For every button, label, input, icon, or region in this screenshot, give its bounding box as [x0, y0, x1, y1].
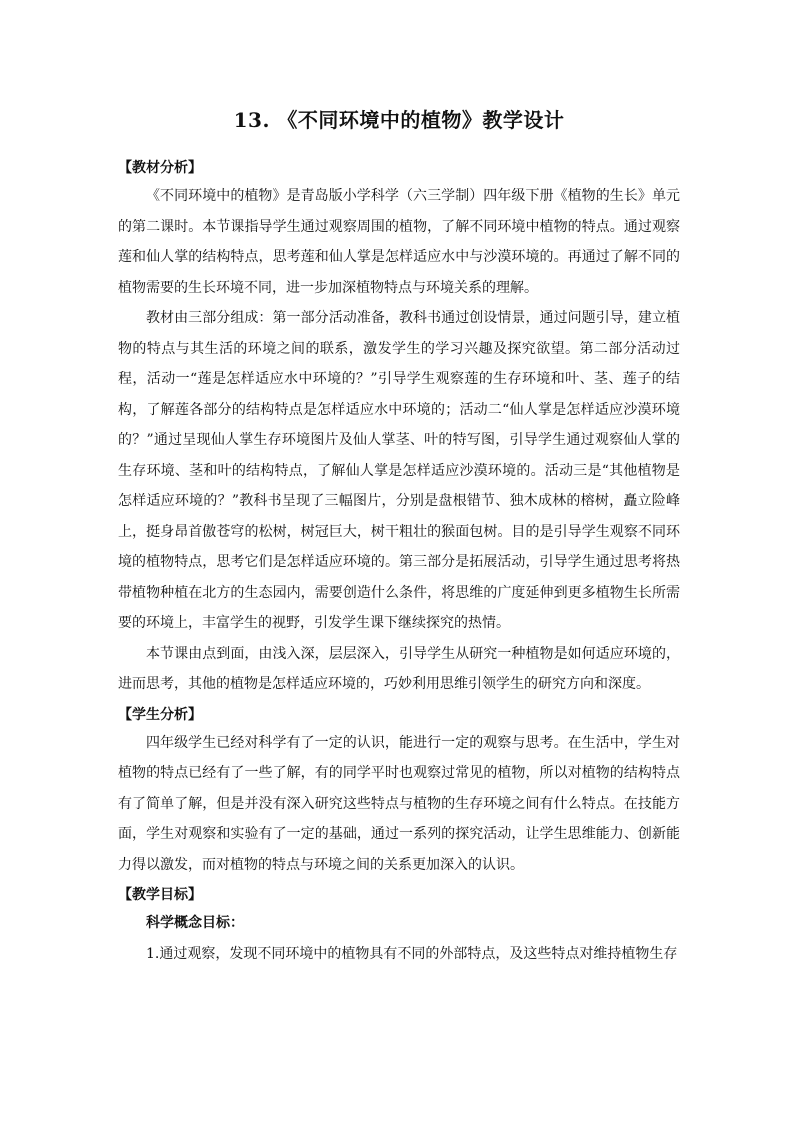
document-page — [118, 105, 680, 969]
section-student — [118, 702, 680, 881]
section-heading-student: 【学生分析】 — [118, 706, 202, 723]
section-heading-goals: 【教学目标】 — [118, 887, 202, 903]
paragraph: 本节课由点到面，由浅入深，层层深入，引导学生从研究一种植物是如何适应环境的，进而思考，其他的植物是怎样适应环境的，巧妙利用思维引领学生的研究方向和深度。 — [118, 645, 680, 692]
paragraph: 四年级学生已经对科学有了一定的认识，能进行一定的观察与思考。在生活中，学生对植物的特点已经有了一些了解，有的同学平时也观察过常见的植物，所以对植物的结构特点有了简单了解，但是并没有深入研究这些特点与植物的生存环境之间有什么特点。在技能方面，学生对观察和实验有了一定的基础，通过一系列的探究活动，让学生思维能力、创新能力得以激发，而对植物的特点与环境之间的关系更加深入的认识。 — [118, 734, 680, 873]
section-material — [118, 155, 680, 700]
section-heading-material: 【教材分析】 — [118, 160, 202, 176]
document-title: 13. 《不同环境中的植物》教学设计 — [233, 108, 565, 132]
section-goals — [118, 882, 680, 969]
paragraph: 教材由三部分组成：第一部分活动准备，教科书通过创设情景，通过问题引导，建立植物的特点与其生活的环境之间的联系，激发学生的学习兴趣及探究欲望。第二部分活动过程，活动一“莲是怎样适应水中环境的？”引导学生观察莲的生存环境和叶、茎、莲子的结构，了解莲各部分的结构特点是怎样适应水中环境的；活动二“仙人掌是怎样适应沙漠环境的？”通过呈现仙人掌生存环境图片及仙人掌茎、叶的特写图，引导学生通过观察仙人掌的生存环境、茎和叶的结构特点，了解仙人掌是怎样适应沙漠环境的。活动三是“其他植物是怎样适应环境的？”教科书呈现了三幅图片，分别是盘根错节、独木成林的榕树，矗立险峰上，挺身昂首傲苍穹的松树，树冠巨大，树干粗壮的猴面包树。目的是引导学生观察不同环境的植物特点，思考它们是怎样适应环境的。第三部分是拓展活动，引导学生通过思考将热带植物种植在北方的生态园内，需要创造什么条件，将思维的广度延伸到更多植物生长所需要的环境上，丰富学生的视野，引发学生课下继续探究的热情。 — [118, 310, 680, 631]
goals-subheading: 科学概念目标： — [146, 915, 244, 931]
paragraph: 《不同环境中的植物》是青岛版小学科学（六三学制）四年级下册《植物的生长》单元的第二课时。本节课指导学生通过观察周围的植物，了解不同环境中植物的特点。通过观察莲和仙人掌的结构特点，思考莲和仙人掌是怎样适应水中与沙漠环境的。再通过了解不同的植物需要的生长环境不同，进一步加深植物特点与环境关系的理解。 — [118, 188, 680, 296]
list-item: 1.通过观察，发现不同环境中的植物具有不同的外部特点，及这些特点对维持植物生存 — [146, 945, 678, 962]
